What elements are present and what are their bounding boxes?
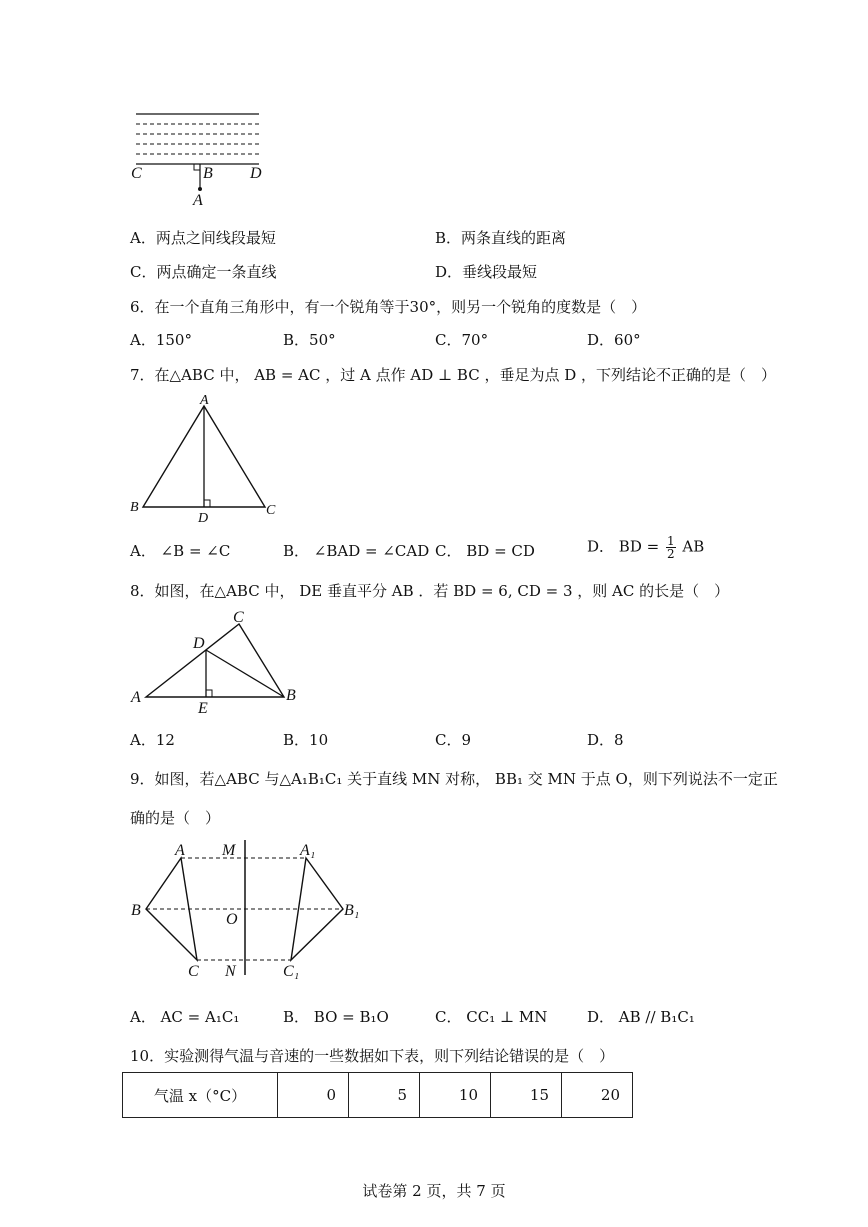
q5-option-a: A．两点之间线段最短 [130, 229, 276, 247]
q7-label-c: C [266, 503, 276, 518]
q6-option-c: C．70° [435, 331, 489, 349]
q10-table-value-4: 20 [562, 1073, 633, 1118]
q5-point-a [198, 187, 202, 191]
q9-label-a: A [175, 842, 185, 859]
q9-stem-line2: 确的是（ ） [130, 809, 221, 827]
q5-option-c: C．两点确定一条直线 [130, 263, 277, 281]
q8-option-d: D．8 [587, 731, 624, 749]
q6-option-b: B．50° [283, 331, 336, 349]
q9-triangle-a1b1c1 [291, 858, 343, 960]
q7-option-c: C． BD = CD [435, 542, 535, 560]
q7-stem: 7．在△ABC 中， AB = AC ，过 A 点作 AD ⊥ BC ，垂足为点 D ，下列结论不正确的是（ ） [130, 366, 777, 384]
q8-label-d: D [193, 635, 205, 652]
q7-label-a: A [200, 393, 209, 408]
q10-table-value-1: 5 [349, 1073, 420, 1118]
q7-label-d: D [198, 511, 209, 526]
table-row [123, 1073, 633, 1118]
q5-right-angle-mark [194, 164, 200, 170]
q8-option-c: C．9 [435, 731, 472, 749]
page-footer: 试卷第 2 页，共 7 页 [362, 1182, 506, 1200]
q7-option-d-denominator: 2 [666, 547, 675, 561]
q8-option-a: A．12 [130, 731, 175, 749]
q8-label-e: E [198, 700, 208, 717]
q5-label-d: D [250, 165, 262, 182]
q7-right-angle-mark [204, 500, 210, 507]
q10-table-value-3: 15 [491, 1073, 562, 1118]
q10-table-header: 气温 x（°C） [123, 1073, 278, 1118]
q9-option-c: C． CC₁ ⊥ MN [435, 1008, 548, 1026]
q8-right-angle-mark [206, 690, 212, 697]
q5-option-b: B．两条直线的距离 [435, 229, 567, 247]
q7-option-d [587, 535, 704, 560]
q7-option-a: A． ∠B = ∠C [130, 542, 231, 560]
q6-stem: 6．在一个直角三角形中，有一个锐角等于30°，则另一个锐角的度数是（ ） [130, 298, 647, 316]
q9-label-m: M [222, 842, 236, 859]
q9-option-d: D． AB // B₁C₁ [587, 1008, 695, 1026]
q9-label-b: B [131, 902, 141, 919]
q9-option-b: B． BO = B₁O [283, 1008, 389, 1026]
q8-label-b: B [286, 687, 296, 704]
q9-stem-line1: 9．如图，若△ABC 与△A₁B₁C₁ 关于直线 MN 对称， BB₁ 交 MN 于点 O，则下列说法不一定正 [130, 770, 778, 788]
q10-stem: 10．实验测得气温与音速的一些数据如下表，则下列结论错误的是（ ） [130, 1047, 615, 1065]
q10-table-value-2: 10 [420, 1073, 491, 1118]
q6-option-a: A．150° [130, 331, 192, 349]
q8-segment-db [206, 650, 284, 697]
q9-triangle-abc [146, 858, 197, 960]
q7-option-d-numerator: 1 [666, 534, 675, 548]
q8-label-a: A [131, 689, 141, 706]
q9-label-c: C [188, 963, 199, 980]
q7-triangle [143, 406, 265, 507]
q8-option-b: B．10 [283, 731, 329, 749]
q9-label-n: N [225, 963, 236, 980]
q8-stem: 8．如图，在△ABC 中， DE 垂直平分 AB ．若 BD = 6, CD = 3 ，则 AC 的长是（ ） [130, 582, 730, 600]
q9-label-o: O [226, 911, 238, 928]
q7-option-d-prefix: D． BD = [587, 537, 660, 556]
q9-label-a1: A₁ [300, 842, 316, 859]
q10-table-value-0: 0 [278, 1073, 349, 1118]
q7-option-d-fraction [666, 535, 676, 560]
q9-option-a: A． AC = A₁C₁ [130, 1008, 240, 1026]
q5-label-a: A [193, 192, 203, 209]
q7-label-b: B [130, 500, 139, 515]
q5-label-c: C [131, 165, 142, 182]
q9-label-b1: B₁ [344, 902, 360, 919]
q8-label-c: C [233, 609, 244, 626]
q5-label-b: B [203, 165, 213, 182]
q5-option-d: D．垂线段最短 [435, 263, 538, 281]
q9-label-c1: C₁ [283, 963, 300, 980]
q7-option-d-suffix: AB [682, 537, 705, 556]
q8-triangle [146, 624, 284, 697]
q10-data-table [122, 1072, 633, 1118]
q7-option-b: B． ∠BAD = ∠CAD [283, 542, 430, 560]
q6-option-d: D．60° [587, 331, 641, 349]
